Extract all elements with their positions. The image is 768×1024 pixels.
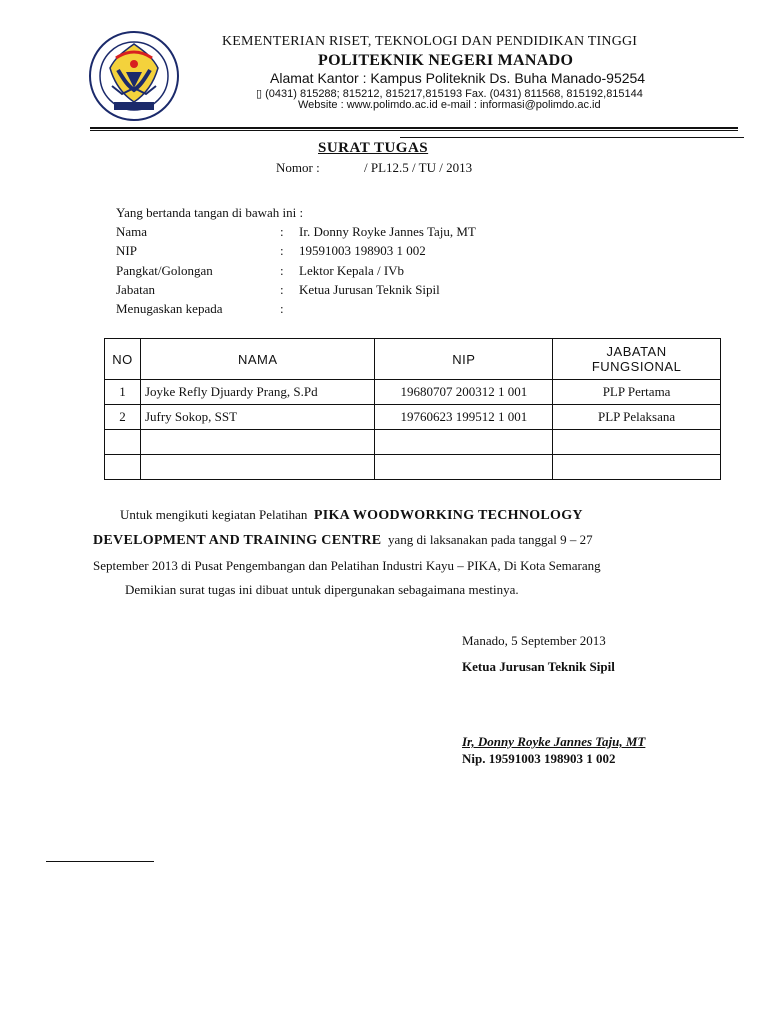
paragraph-line-1: [120, 507, 583, 524]
paragraph-line-2: [93, 532, 593, 549]
cell-jabatan: PLP Pertama: [553, 380, 721, 405]
assignee-table: [104, 338, 721, 480]
header-nama: NAMA: [140, 339, 375, 380]
header-jabatan-line1: JABATAN: [606, 344, 667, 359]
header-jabatan: [553, 339, 721, 380]
field-separator: :: [280, 282, 284, 297]
header-nip: NIP: [375, 339, 553, 380]
header-jabatan-line2: FUNGSIONAL: [591, 359, 682, 374]
field-separator: :: [280, 243, 284, 258]
table-row: [105, 380, 721, 405]
cell-nip: [375, 430, 553, 455]
place-date: Manado, 5 September 2013: [462, 633, 606, 648]
cell-nama: Joyke Refly Djuardy Prang, S.Pd: [140, 380, 375, 405]
field-value: Ketua Jurusan Teknik Sipil: [299, 282, 440, 297]
cell-jabatan: [553, 455, 721, 480]
field-separator: :: [280, 301, 284, 316]
table-row: [105, 405, 721, 430]
cell-jabatan: PLP Pelaksana: [553, 405, 721, 430]
field-label: Pangkat/Golongan: [116, 263, 213, 278]
table-header-row: [105, 339, 721, 380]
letter-number-label: Nomor :: [276, 160, 320, 175]
ministry-name: KEMENTERIAN RISET, TEKNOLOGI DAN PENDIDIKAN TINGGI: [222, 34, 638, 49]
cell-jabatan: [553, 430, 721, 455]
header-rule-thick: [90, 127, 738, 129]
intro-text: Yang bertanda tangan di bawah ini :: [116, 205, 304, 220]
cell-no: 2: [105, 405, 141, 430]
cell-no: [105, 455, 141, 480]
cell-no: [105, 430, 141, 455]
table-row: [105, 430, 721, 455]
paragraph-mid: yang di laksanakan pada tanggal 9 – 27: [387, 532, 593, 547]
table-row: [105, 455, 721, 480]
field-separator: :: [280, 224, 284, 239]
footnote-rule: [46, 861, 154, 862]
cell-nip: 19680707 200312 1 001: [375, 380, 553, 405]
signer-position: Ketua Jurusan Teknik Sipil: [462, 659, 615, 674]
field-separator: :: [280, 263, 284, 278]
phone-fax: ▯ (0431) 815288; 815212, 815217,815193 Fax. (0431) 811568, 815192,815144: [256, 88, 643, 100]
field-label: Jabatan: [116, 282, 155, 297]
office-address: Alamat Kantor : Kampus Politeknik Ds. Buha Manado-95254: [270, 70, 646, 86]
training-name-part1: PIKA WOODWORKING TECHNOLOGY: [313, 508, 583, 523]
signer-name: Ir, Donny Royke Jannes Taju, MT: [462, 734, 646, 749]
header-no: NO: [105, 339, 141, 380]
field-label: Menugaskan kepada: [116, 301, 223, 316]
field-value: Ir. Donny Royke Jannes Taju, MT: [299, 224, 476, 239]
institution-name: POLITEKNIK NEGERI MANADO: [318, 52, 574, 69]
website-email: Website : www.polimdo.ac.id e-mail : informasi@polimdo.ac.id: [298, 99, 601, 111]
institution-logo: [88, 30, 180, 122]
signer-nip: Nip. 19591003 198903 1 002: [462, 751, 616, 766]
cell-nip: [375, 455, 553, 480]
paragraph-line-3: September 2013 di Pusat Pengembangan dan Pelatihan Industri Kayu – PIKA, Di Kota Semarang: [93, 558, 601, 573]
cell-nip: 19760623 199512 1 001: [375, 405, 553, 430]
letter-number: [276, 160, 473, 176]
cell-nama: [140, 430, 375, 455]
field-value: 19591003 198903 1 002: [299, 243, 426, 258]
cell-no: 1: [105, 380, 141, 405]
cell-nama: [140, 455, 375, 480]
cell-nama: Jufry Sokop, SST: [140, 405, 375, 430]
header-rule-thin: [90, 130, 738, 131]
closing-statement: Demikian surat tugas ini dibuat untuk dipergunakan sebagaimana mestinya.: [125, 582, 519, 597]
field-label: Nama: [116, 224, 148, 239]
paragraph-intro: Untuk mengikuti kegiatan Pelatihan: [120, 507, 308, 522]
letter-title: SURAT TUGAS: [318, 140, 429, 156]
field-value: Lektor Kepala / IVb: [299, 263, 405, 278]
header-rule-short: [400, 137, 744, 138]
training-name-part2: DEVELOPMENT AND TRAINING CENTRE: [93, 533, 382, 548]
field-label: NIP: [116, 243, 137, 258]
letter-number-value: / PL12.5 / TU / 2013: [364, 160, 473, 175]
